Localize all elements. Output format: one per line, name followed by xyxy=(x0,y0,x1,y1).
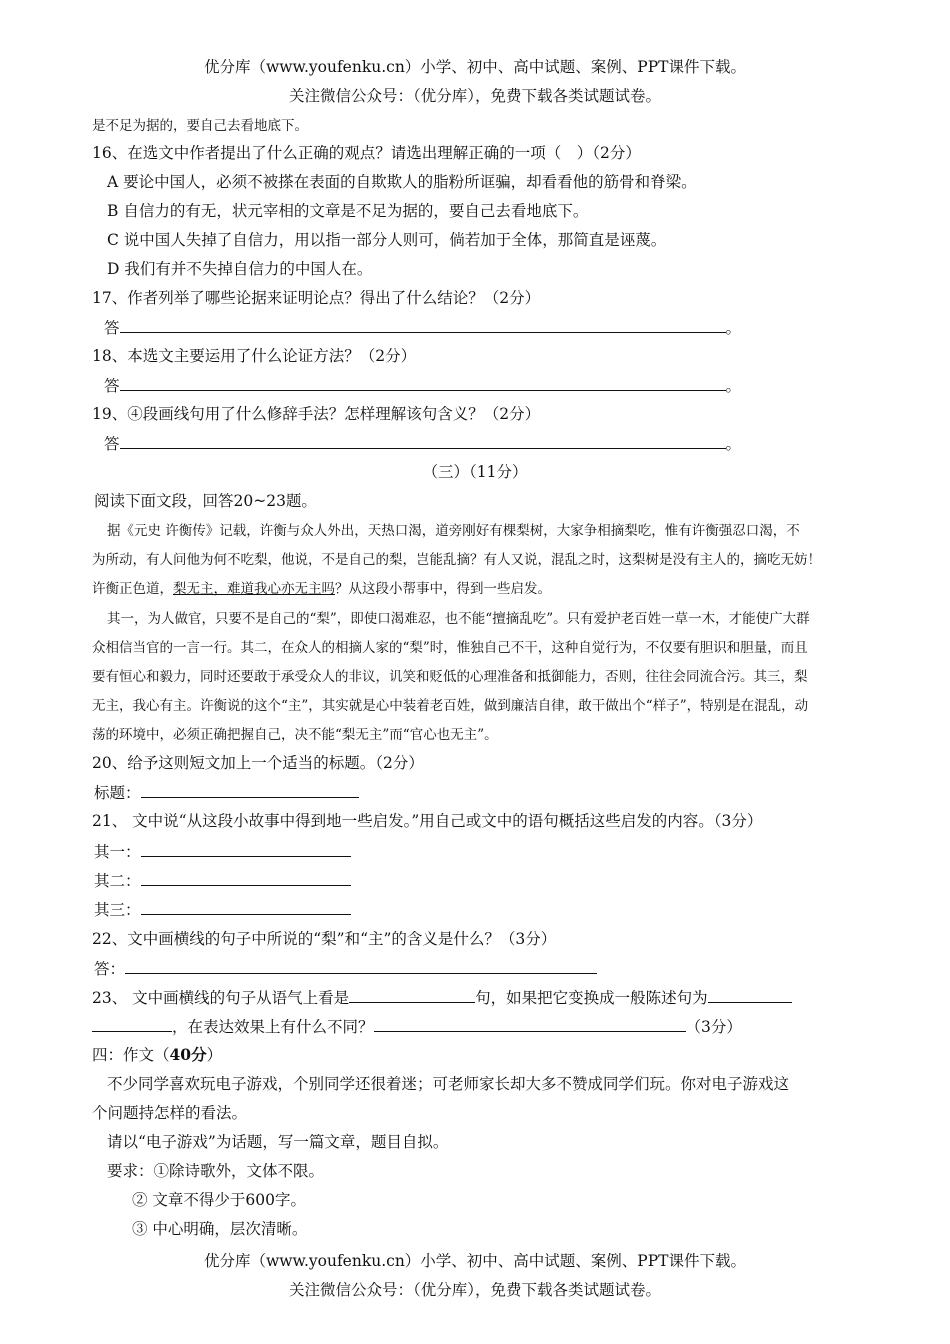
q22-answer-blank[interactable] xyxy=(125,957,597,974)
essay-prompt-line1: 不少同学喜欢玩电子游戏，个别同学还很着迷；可老师家长却大多不赞成同学们玩。你对电子游戏这 xyxy=(107,1075,790,1093)
q18-stem: 18、本选文主要运用了什么论证方法？（2分） xyxy=(92,347,417,365)
section4-title-prefix: 四：作文（ xyxy=(92,1046,170,1064)
passage-p1-line3-b: ？从这段小帮事中，得到一些启发。 xyxy=(335,581,551,597)
passage-p1-line2: 为所动，有人问他为何不吃梨，他说，不是自己的梨，岂能乱摘？有人又说，混乱之时，这梨树是没有主人的，摘吃无妨！ xyxy=(92,552,821,568)
q17-end: 。 xyxy=(725,319,742,337)
passage-p2-line5: 荡的环境中，必须正确把握自己，决不能“梨无主”而“官心也无主”。 xyxy=(92,727,498,743)
essay-requirement-3: ③ 中心明确，层次清晰。 xyxy=(132,1220,308,1238)
passage-p2-line4: 无主，我心有主。许衡说的这个“主”，其实就是心中装着老百姓，做到廉洁自律，敢干做出个“样子”，特别是在混乱，动 xyxy=(92,698,809,714)
passage-p2-line1: 其一，为人做官，只要不是自己的“梨”，即使口渴难忍，也不能“擅摘乱吃”。只有爱护老百姓一草一木，才能使广大群 xyxy=(107,611,810,627)
q16-option-d: D 我们有并不失掉自信力的中国人在。 xyxy=(107,260,373,278)
q16-stem: 16、在选文中作者提出了什么正确的观点？请选出理解正确的一项（ ）（2分） xyxy=(92,144,641,162)
q21-blank-1[interactable] xyxy=(141,840,351,857)
header-line-1: 优分库（www.youfenku.cn）小学、初中、高中试题、案例、PPT课件下载。 xyxy=(203,58,747,76)
q23-part1: 23、 文中画横线的句子从语气上看是 xyxy=(92,989,350,1007)
q20-answer-line xyxy=(94,781,359,804)
section4-title-suffix: ） xyxy=(206,1046,223,1064)
footer-line-1: 优分库（www.youfenku.cn）小学、初中、高中试题、案例、PPT课件下载。 xyxy=(203,1252,747,1270)
q18-answer-line xyxy=(104,374,741,397)
passage-p1-line3-a: 许衡正色道， xyxy=(92,581,173,597)
q23-statement-blank-1[interactable] xyxy=(708,986,792,1003)
q21-answer-3 xyxy=(94,898,351,921)
passage-p2-line2: 众相信当官的一言一行。其二，在众人的相摘人家的“梨”时，惟独自己不干，这种自觉行为，不仅要有胆识和胆量，而且 xyxy=(92,640,808,656)
q23-part3: ，在表达效果上有什么不同？ xyxy=(172,1018,374,1036)
q23-line2 xyxy=(92,1015,742,1038)
q22-stem: 22、文中画横线的句子中所说的“梨”和“主”的含义是什么？（3分） xyxy=(92,930,557,948)
q20-stem: 20、给予这则短文加上一个适当的标题。（2分） xyxy=(92,754,424,772)
q18-answer-blank[interactable] xyxy=(120,374,726,391)
footer-line-2: 关注微信公众号：（优分库），免费下载各类试题试卷。 xyxy=(288,1281,661,1299)
q21-answer-1 xyxy=(94,840,351,863)
section3-title: （三）（11分） xyxy=(422,463,528,481)
q21-stem: 21、 文中说“从这段小故事中得到地一些启发。”用自己或文中的语句概括这些启发的内容。（3分） xyxy=(92,812,763,830)
q22-label: 答： xyxy=(94,960,126,978)
q21-label-3: 其三： xyxy=(94,901,141,919)
passage-p1-line1: 据《元史 许衡传》记载，许衡与众人外出，天热口渴，道旁刚好有棵梨树，大家争相摘梨吃，惟有许衡强忍口渴，不 xyxy=(107,523,800,539)
section4-title xyxy=(92,1044,222,1066)
q20-answer-blank[interactable] xyxy=(141,781,359,798)
q21-blank-3[interactable] xyxy=(141,898,351,915)
underlined-sentence: 梨无主，难道我心亦无主吗 xyxy=(173,581,335,597)
q19-answer-line xyxy=(104,432,741,455)
essay-requirement-2: ② 文章不得少于600字。 xyxy=(132,1191,307,1209)
essay-instruction: 请以“电子游戏”为话题，写一篇文章，题目自拟。 xyxy=(107,1133,449,1151)
q23-tone-blank[interactable] xyxy=(349,986,475,1003)
passage-p2-line3: 要有恒心和毅力，同时还要敢于承受众人的非议，讥笑和贬低的心理准备和抵御能力，否则，往往会同流合污。其三，梨 xyxy=(92,669,808,685)
q21-label-2: 其二： xyxy=(94,872,141,890)
essay-requirement-1: 要求：①除诗歌外，文体不限。 xyxy=(107,1162,325,1180)
section3-intro: 阅读下面文段，回答20~23题。 xyxy=(94,492,317,510)
q18-end: 。 xyxy=(725,377,742,395)
q22-answer-line xyxy=(94,957,597,980)
carry-line: 是不足为据的，要自己去看地底下。 xyxy=(92,118,308,134)
q17-stem: 17、作者列举了哪些论据来证明论点？得出了什么结论？（2分） xyxy=(92,289,541,307)
q16-option-b: B 自信力的有无，状元宰相的文章是不足为据的，要自己去看地底下。 xyxy=(107,202,589,220)
q16-option-c: C 说中国人失掉了自信力，用以指一部分人则可，倘若加于全体，那简直是诬蔑。 xyxy=(107,231,667,249)
q23-effect-blank[interactable] xyxy=(374,1015,686,1032)
header-line-2: 关注微信公众号：（优分库），免费下载各类试题试卷。 xyxy=(288,87,661,105)
q20-label: 标题： xyxy=(94,784,141,802)
q21-answer-2 xyxy=(94,869,351,892)
q23-score: （3分） xyxy=(685,1018,742,1036)
q17-answer-blank[interactable] xyxy=(120,316,726,333)
q17-answer-label: 答 xyxy=(104,319,120,337)
q19-stem: 19、④段画线句用了什么修辞手法？怎样理解该句含义？（2分） xyxy=(92,405,541,423)
passage-p1-line3 xyxy=(92,578,551,600)
q23-part2: 句，如果把它变换成一般陈述句为 xyxy=(475,989,708,1007)
q16-option-a: A 要论中国人，必须不被搽在表面的自欺欺人的脂粉所诓骗，却看看他的筋骨和脊梁。 xyxy=(107,173,697,191)
q18-answer-label: 答 xyxy=(104,377,120,395)
q23-statement-blank-2[interactable] xyxy=(92,1015,172,1032)
q19-answer-blank[interactable] xyxy=(120,432,726,449)
q21-label-1: 其一： xyxy=(94,843,141,861)
essay-prompt-line2: 个问题持怎样的看法。 xyxy=(92,1104,248,1122)
q23-line1 xyxy=(92,986,792,1009)
q21-blank-2[interactable] xyxy=(141,869,351,886)
q19-end: 。 xyxy=(725,435,742,453)
section4-title-score: 40分 xyxy=(169,1045,207,1064)
q19-answer-label: 答 xyxy=(104,435,120,453)
q17-answer-line xyxy=(104,316,741,339)
